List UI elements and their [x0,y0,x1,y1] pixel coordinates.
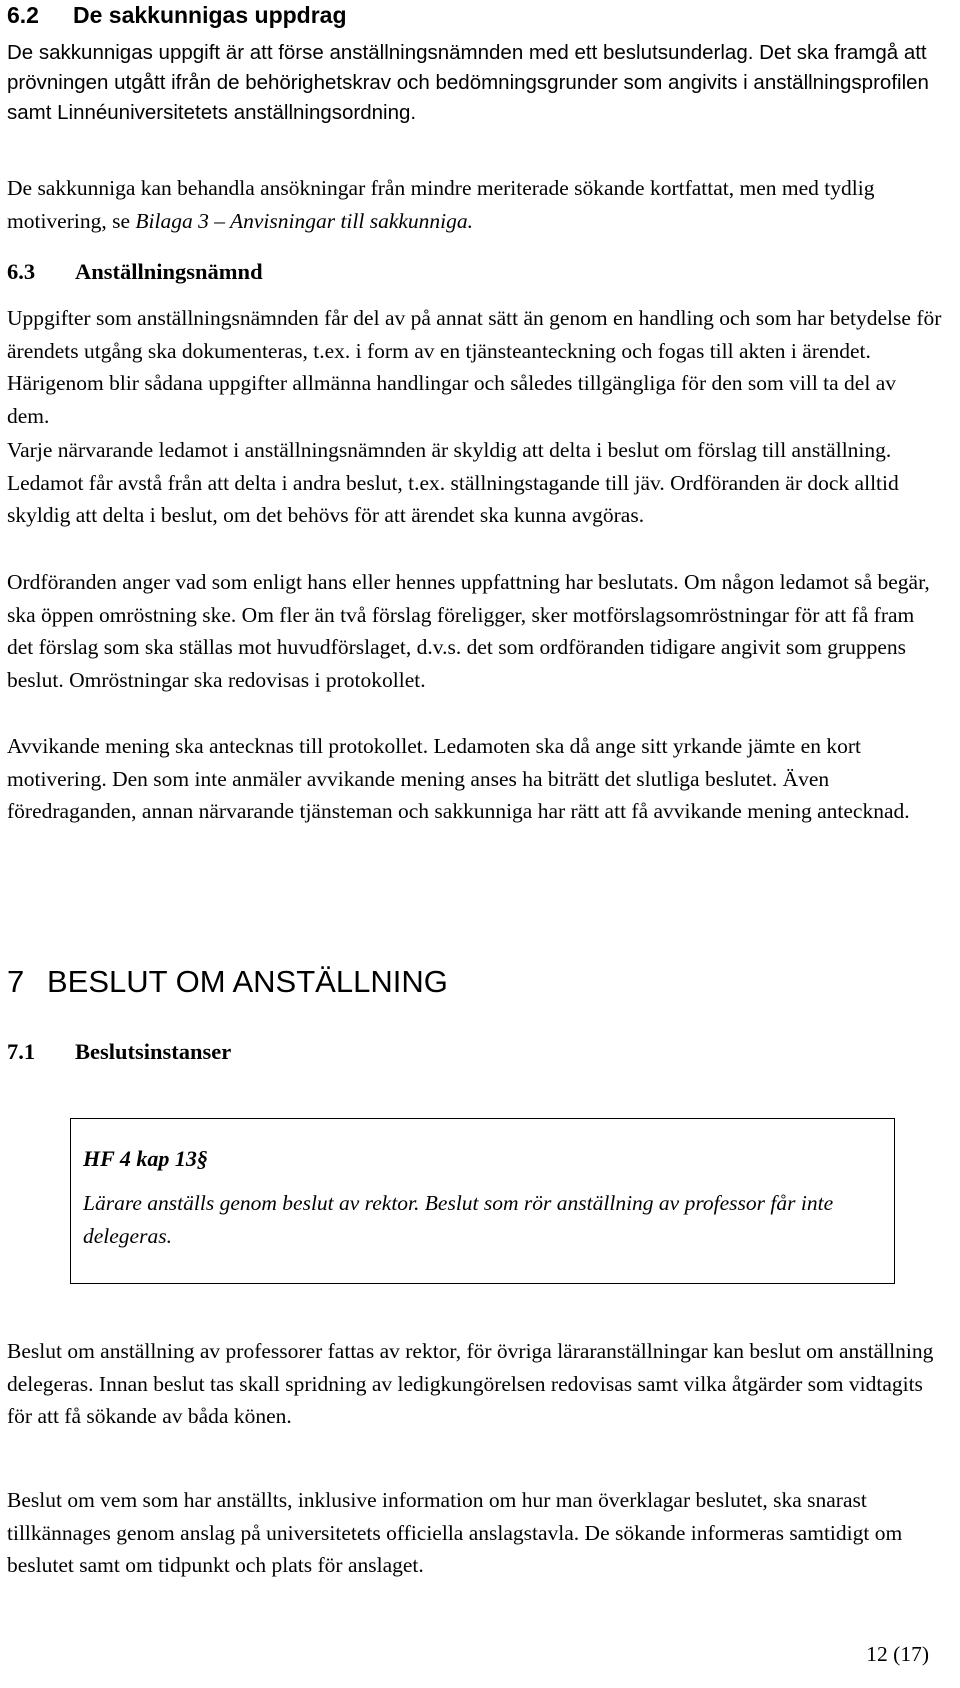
paragraph: De sakkunnigas uppgift är att förse anställningsnämnden med ett beslutsunderlag. Det ska framgå att prövningen utgått ifrån de behörighetskrav och bedömningsgrunder som angivits i anställningsprofilen samt Linnéuniversitetets anställningsordning. [7,41,929,124]
appendix-reference: Bilaga 3 – Anvisningar till sakkunniga. [135,208,474,233]
section-number: 6.2 [7,2,39,28]
section-heading-7-1 [7,1036,231,1069]
section-number: 7.1 [7,1039,36,1064]
paragraph: Uppgifter som anställningsnämnden får del av på annat sätt än genom en handling och som har betydelse för ärendets utgång ska dokumenteras, t.ex. i form av en tjänsteanteckning och fogas till akten i ärendet. Härigenom blir sådana uppgifter allmänna handlingar och således tillgängliga för den som vill ta del av dem. [7,306,942,428]
page-number: 12 (17) [866,1642,929,1666]
paragraph: Beslut om anställning av professorer fattas av rektor, för övriga läraranställningar kan beslut om anställning delegeras. Innan beslut tas skall spridning av ledigkungörelsen redovisas samt vilka åtgärder som vidtagits för att få sökande av båda könen. [7,1339,934,1428]
section-number: 6.3 [7,259,36,284]
section-heading-6-3 [7,256,263,289]
section-title: De sakkunnigas uppdrag [73,2,347,28]
chapter-title: BESLUT OM ANSTÄLLNING [47,964,448,999]
section-title: Anställningsnämnd [75,259,263,284]
paragraph: Beslut om vem som har anställts, inklusive information om hur man överklagar beslutet, ska snarast tillkännages genom anslag på universitetets officiella anslagstavla. De sökande informeras samtidigt om beslutet samt om tidpunkt och plats för anslaget. [7,1488,903,1577]
law-quote-text: Lärare anställs genom beslut av rektor. Beslut som rör anställning av professor får inte delegeras. [83,1191,834,1248]
paragraph: Varje närvarande ledamot i anställningsnämnden är skyldig att delta i beslut om förslag till anställning. Ledamot får avstå från att delta i andra beslut, t.ex. ställningstagande till jäv. Ordföranden är dock alltid skyldig att delta i beslut, om det behövs för att ärendet ska kunna avgöras. [7,438,899,527]
paragraph: Ordföranden anger vad som enligt hans eller hennes uppfattning har beslutats. Om någon ledamot så begär, ska öppen omröstning ske. Om fler än två förslag föreligger, sker motförslagsomröstningar för att få fram det förslag som ska ställas mot huvudförslaget, d.v.s. det som ordföranden tidigare angivit som gruppens beslut. Omröstningar ska redovisas i protokollet. [7,570,930,692]
section-title: Beslutsinstanser [75,1039,232,1064]
law-reference: HF 4 kap 13§ [83,1146,208,1171]
paragraph-text: De sakkunniga kan behandla ansökningar från mindre meriterade sökande kortfattat, men med tydlig motivering, se [7,176,875,233]
paragraph [7,172,942,237]
paragraph: Avvikande mening ska antecknas till protokollet. Ledamoten ska då ange sitt yrkande jämte en kort motivering. Den som inte anmäler avvikande mening anses ha biträtt det slutliga beslutet. Även föredraganden, annan närvarande tjänsteman och sakkunniga har rätt att få avvikande mening antecknad. [7,734,910,823]
chapter-number: 7 [7,964,25,999]
law-quote-box [70,1118,895,1284]
section-heading-6-2 [7,0,347,30]
chapter-heading-7 [7,966,448,999]
